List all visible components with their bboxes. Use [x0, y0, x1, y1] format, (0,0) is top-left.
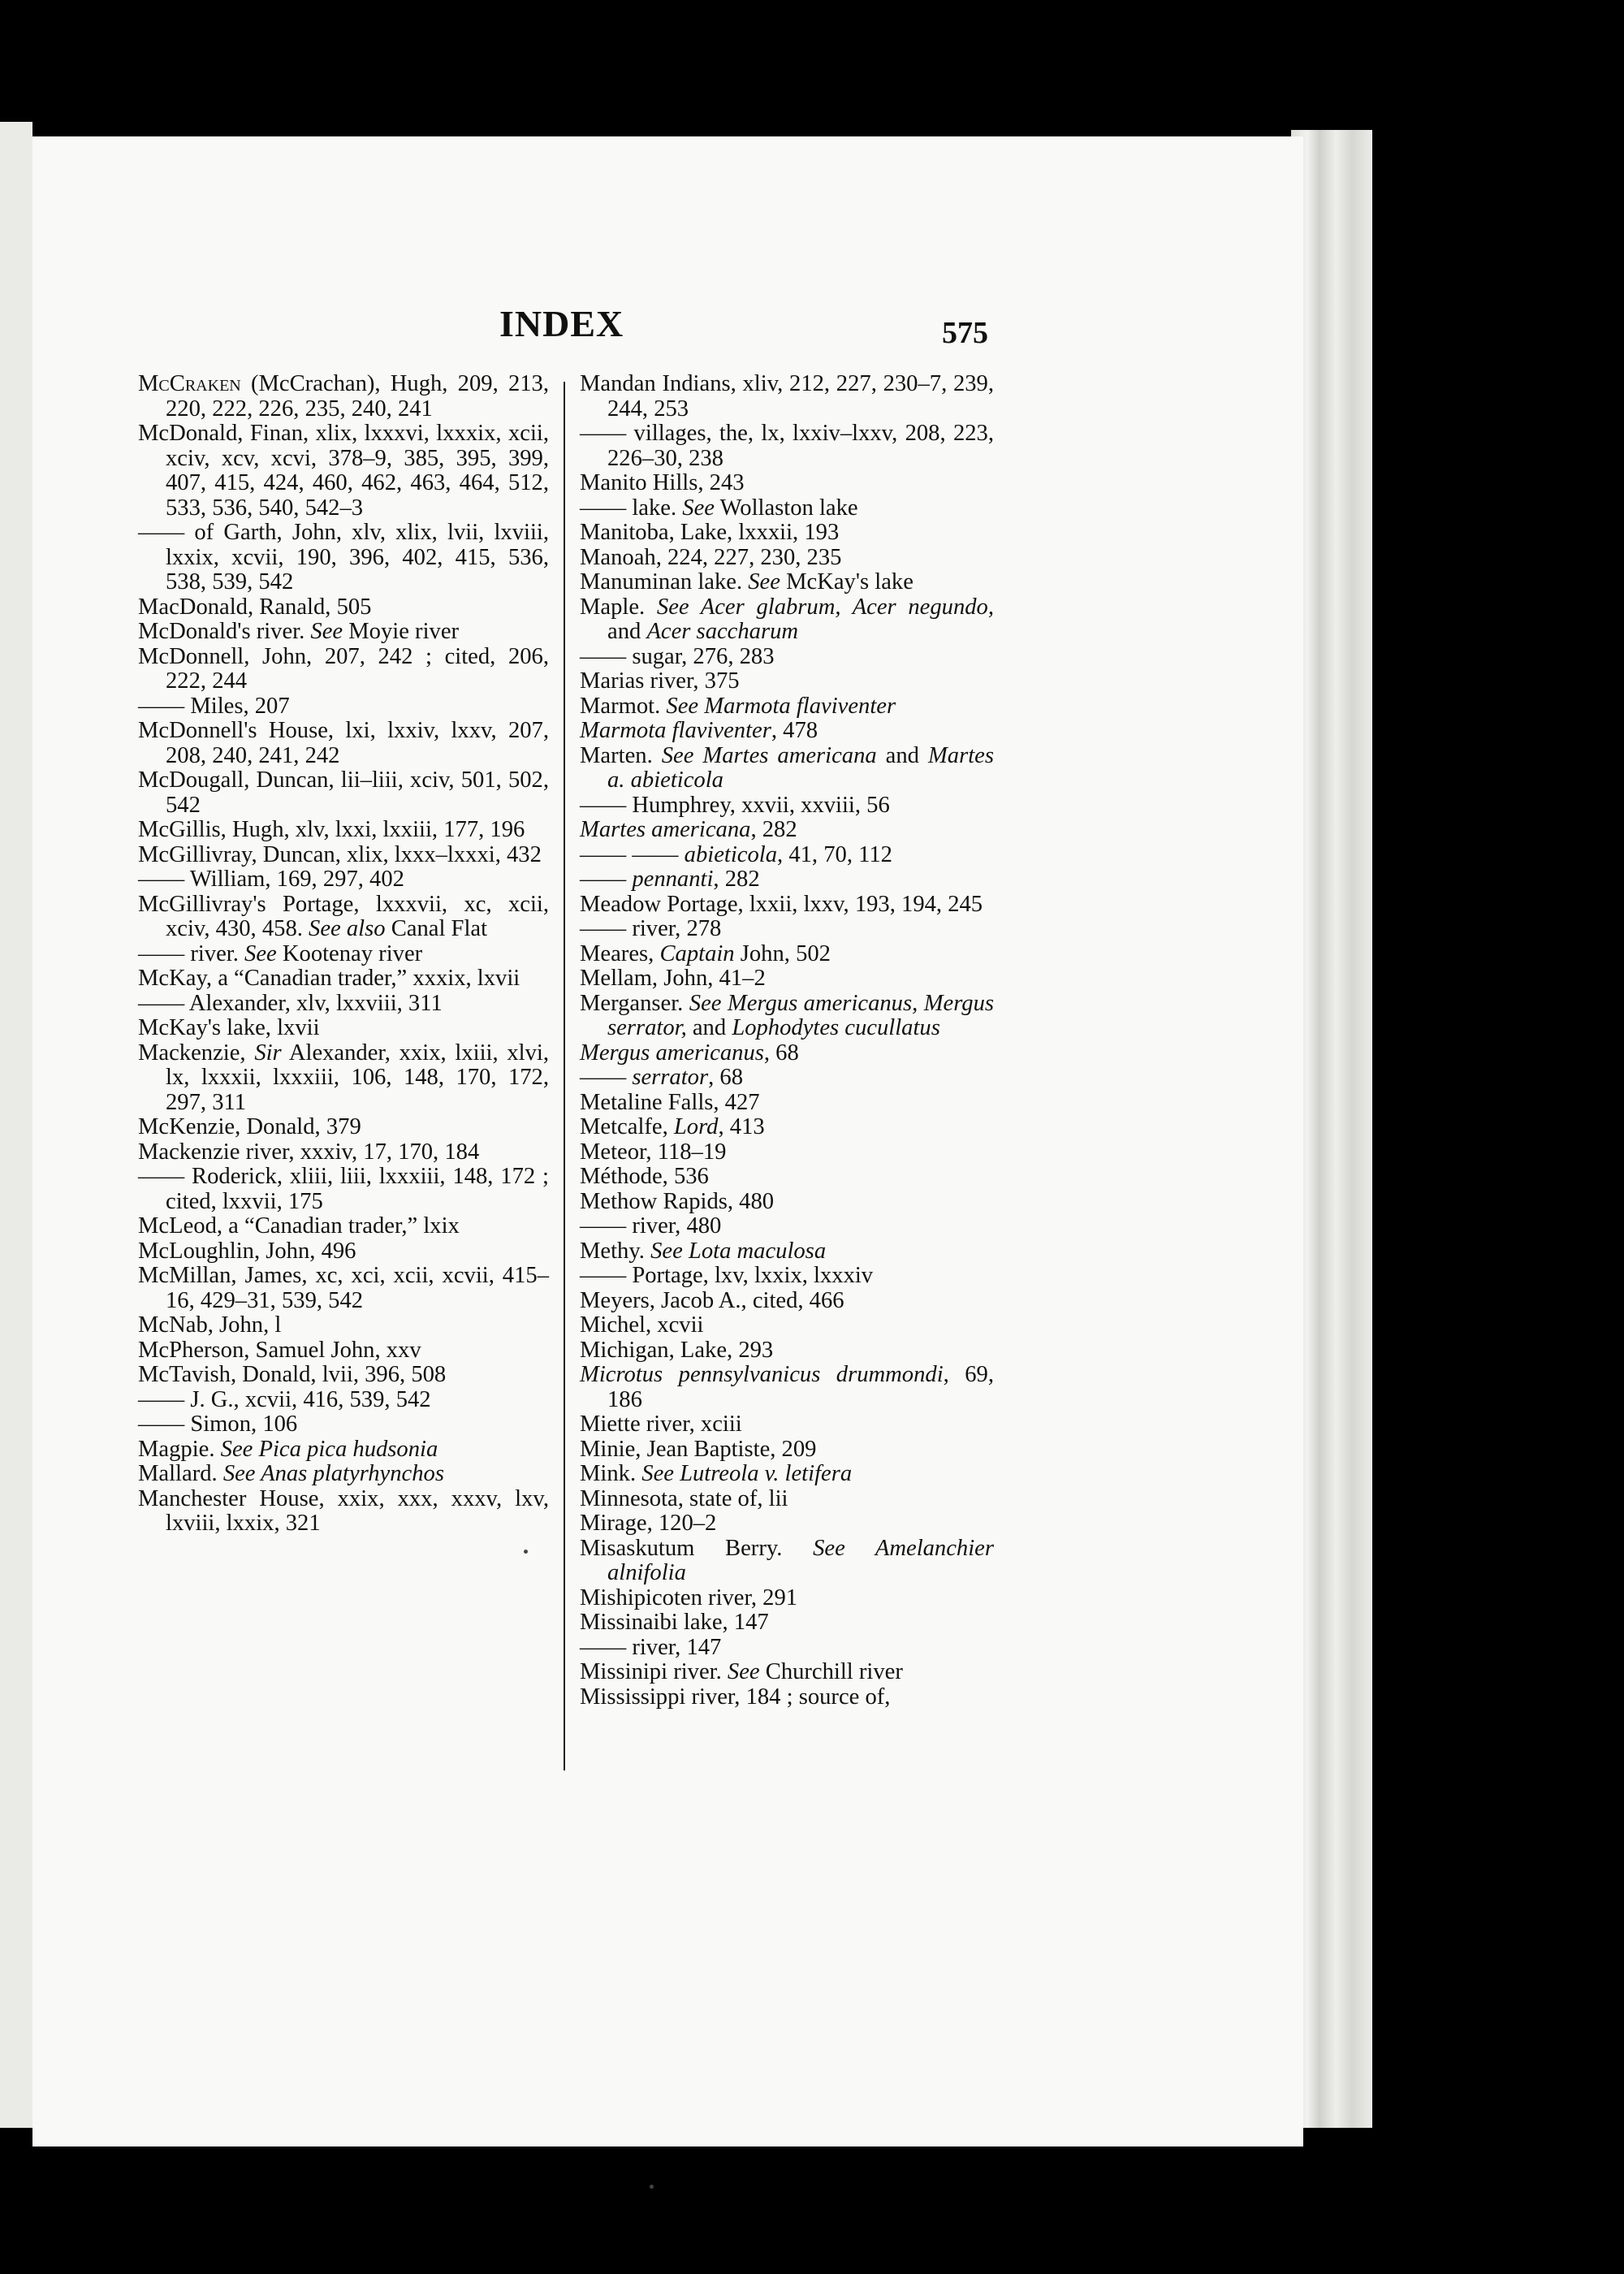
index-entry-text: —— river, 147	[580, 1634, 722, 1660]
index-entry	[580, 744, 994, 793]
index-entry-text: —— Miles, 207	[138, 693, 290, 719]
index-entry-text: Manchester House, xxix, xxx, xxxv, lxv, lxviii, lxxix, 321	[138, 1485, 549, 1536]
index-entry-text: Minie, Jean Baptiste, 209	[580, 1436, 817, 1462]
index-entry-text: Marmot.	[580, 693, 667, 719]
index-entry	[580, 570, 994, 595]
index-entry-text: —— river, 480	[580, 1213, 722, 1239]
index-entry-text: McCraken	[138, 371, 241, 396]
index-entry	[580, 793, 994, 819]
index-entry-text: Mishipicoten river, 291	[580, 1584, 798, 1610]
index-entry	[138, 867, 549, 893]
index-entry-text: McPherson, Samuel John, xxv	[138, 1337, 421, 1363]
index-entry-text: Marten.	[580, 742, 662, 768]
index-entry-text: Microtus pennsylvanicus drummondi	[580, 1362, 944, 1387]
index-entry-text: McDonnell's House, lxi, lxxiv, lxxv, 207, 208, 240, 241, 242	[138, 718, 549, 768]
index-entry-text: Merganser.	[580, 990, 689, 1016]
index-entry-text: Manoah, 224, 227, 230, 235	[580, 544, 842, 570]
index-entry-text: Moyie river	[343, 619, 460, 644]
index-entry-text: McDonnell, John, 207, 242 ; cited, 206, 222, 244	[138, 643, 549, 694]
index-entry-text: Methy.	[580, 1238, 651, 1264]
index-entry-text: —— Roderick, xliii, liii, lxxxiii, 148, 172 ; cited, lxxvii, 175	[138, 1164, 549, 1214]
index-entry-text: See	[310, 619, 343, 644]
index-entry-text: Miette river, xciii	[580, 1412, 742, 1437]
index-entry-text: Mink.	[580, 1461, 642, 1486]
index-entry	[138, 1363, 549, 1388]
index-entry	[138, 595, 549, 620]
index-entry-text: Manito Hills, 243	[580, 470, 745, 495]
index-entry-text: McTavish, Donald, lvii, 396, 508	[138, 1362, 447, 1387]
index-entry	[138, 1462, 549, 1487]
index-entry	[580, 1363, 994, 1412]
index-entry	[580, 1685, 994, 1710]
index-entry-text: McLoughlin, John, 496	[138, 1238, 356, 1264]
index-entry-text: Acer saccharum	[646, 619, 799, 644]
index-entry-text: McLeod, a “Canadian trader,” lxix	[138, 1213, 460, 1239]
index-entry-text: pennanti	[632, 867, 714, 892]
index-entry-text: —— lake.	[580, 495, 683, 521]
index-entry-text: and	[876, 742, 928, 768]
previous-page-edge	[0, 122, 32, 2128]
index-entry-text: See	[727, 1659, 760, 1684]
index-entry	[138, 1041, 549, 1116]
index-entry-text: abieticola	[684, 841, 778, 867]
index-entry-text: Mackenzie,	[138, 1040, 255, 1066]
index-entry	[138, 1115, 549, 1140]
dust-speck	[524, 1550, 528, 1554]
index-entry-text: McGillivray, Duncan, xlix, lxxx–lxxxi, 432	[138, 841, 542, 867]
index-entry	[138, 1140, 549, 1165]
index-entry	[580, 843, 994, 868]
index-entry-text: , 478	[771, 718, 818, 743]
index-entry	[580, 1165, 994, 1190]
index-entry-text: McKay, a “Canadian trader,” xxxix, lxvii	[138, 966, 520, 991]
index-entry-text: See Acer glabrum, Acer negundo,	[656, 594, 994, 620]
index-entry-text: Lord	[673, 1114, 719, 1139]
index-entry-text: Mellam, John, 41–2	[580, 966, 766, 991]
index-entry-text: Minnesota, state of, lii	[580, 1485, 788, 1511]
index-entry	[138, 1412, 549, 1437]
index-entry-text: See Marmota flaviventer	[666, 693, 896, 719]
index-entry	[580, 1190, 994, 1215]
index-entry	[580, 1610, 994, 1636]
index-entry-text: McGillis, Hugh, xlv, lxxi, lxxiii, 177, 196	[138, 817, 525, 842]
index-entry-text: See Mergus americanus, Mergus serrator,	[607, 990, 994, 1040]
index-entry	[580, 521, 994, 546]
index-entry	[580, 1214, 994, 1239]
index-entry-text: Missinaibi lake, 147	[580, 1610, 769, 1635]
index-entry	[138, 992, 549, 1017]
index-entry	[580, 1338, 994, 1364]
index-entry-text: , 69, 186	[607, 1362, 995, 1412]
index-entry-text: Metcalfe,	[580, 1114, 674, 1139]
index-entry	[138, 1487, 549, 1537]
index-entry-text: Wollaston lake	[714, 495, 858, 521]
index-entry	[138, 1437, 549, 1463]
index-entry	[138, 1239, 549, 1265]
index-entry-text: Mackenzie river, xxxiv, 17, 170, 184	[138, 1139, 480, 1165]
index-entry-text: MacDonald, Ranald, 505	[138, 594, 372, 620]
index-entry-text: Mergus americanus	[580, 1040, 764, 1066]
index-entry-text: See Anas platyrhynchos	[222, 1461, 444, 1486]
index-entry-text: —— Alexander, xlv, lxxviii, 311	[138, 990, 443, 1016]
index-entry-text: McGillivray's Portage, lxxxvii, xc, xcii, xciv, 430, 458.	[138, 891, 549, 941]
index-entry-text: —— river, 278	[580, 916, 722, 941]
index-entry-text: Churchill river	[759, 1659, 903, 1684]
index-entry-text: McDonald's river.	[138, 619, 311, 644]
page-stack-edges	[1291, 130, 1372, 2128]
index-entry-text: Meadow Portage, lxxii, lxxv, 193, 194, 245	[580, 891, 983, 917]
index-entry-text: —— ——	[580, 841, 685, 867]
dust-speck	[650, 2185, 654, 2189]
index-entry-text: Manuminan lake.	[580, 569, 749, 594]
index-entry	[138, 694, 549, 720]
index-entry	[580, 694, 994, 720]
page-title: INDEX	[499, 303, 624, 344]
index-entry-text: See Martes americana	[661, 742, 877, 768]
index-entry-text: —— Portage, lxv, lxxix, lxxxiv	[580, 1263, 874, 1288]
index-entry	[580, 1140, 994, 1165]
index-entry-text: See Pica pica hudsonia	[220, 1436, 438, 1462]
index-entry	[580, 645, 994, 670]
index-entry-text: Marmota flaviventer	[580, 718, 771, 743]
index-entry	[138, 719, 549, 768]
index-entry-text: Meteor, 118–19	[580, 1139, 727, 1165]
index-entry	[138, 1264, 549, 1313]
index-entry-text: —— Humphrey, xxvii, xxviii, 56	[580, 792, 890, 818]
index-entry-text: Misaskutum Berry.	[580, 1535, 814, 1561]
index-entry	[580, 1091, 994, 1116]
index-entry-text: ——	[580, 867, 633, 892]
index-entry-text: (McCrachan), Hugh, 209, 213, 220, 222, 226, 235, 240, 241	[166, 371, 549, 422]
index-entry-text: Lophodytes cucullatus	[732, 1015, 940, 1040]
index-entry-text: McDonald, Finan, xlix, lxxxvi, lxxxix, xcii, xciv, xcv, xcvi, 378–9, 385, 395, 399, 407, 415, 424, 460, 462, 463, 464, 512, 533, 536, 540, 542–3	[138, 421, 549, 521]
index-entry	[580, 966, 994, 992]
index-entry-text: , 282	[750, 817, 797, 842]
index-entry-text: , 68	[708, 1065, 743, 1090]
index-entry-text: Meyers, Jacob A., cited, 466	[580, 1287, 844, 1313]
index-entry	[580, 867, 994, 893]
index-entry-text: McKay's lake, lxvii	[138, 1015, 320, 1040]
index-entry	[580, 917, 994, 942]
index-entry	[580, 1239, 994, 1265]
index-entry	[580, 1511, 994, 1537]
index-entry-text: Sir	[254, 1040, 282, 1066]
index-entry-text: Canal Flat	[385, 916, 488, 941]
index-entry-text: McKay's lake	[780, 569, 914, 594]
index-entry-text: Mallard.	[138, 1461, 223, 1486]
index-entry-text: Marias river, 375	[580, 668, 740, 694]
index-entry	[580, 893, 994, 918]
index-entry	[580, 1487, 994, 1512]
index-entry-text: , 413	[718, 1114, 765, 1139]
index-entry-text: serrator	[632, 1065, 709, 1090]
index-entry-text: Méthode, 536	[580, 1164, 709, 1189]
index-entry-text: —— of Garth, John, xlv, xlix, lvii, lxviii, lxxix, xcvii, 190, 396, 402, 415, 536, 538, 539, 542	[138, 520, 549, 594]
index-entry-text: , 68	[763, 1040, 799, 1066]
index-entry	[580, 1636, 994, 1661]
index-entry	[580, 992, 994, 1041]
index-entry-text: Meares,	[580, 940, 660, 966]
index-entry	[580, 1537, 994, 1586]
page-number: 575	[942, 316, 988, 350]
index-entry	[138, 645, 549, 694]
index-entry-text: See Lota maculosa	[650, 1238, 827, 1264]
index-entry	[580, 595, 994, 645]
index-entry-text: Mandan Indians, xliv, 212, 227, 230–7, 239, 244, 253	[580, 371, 994, 422]
index-entry	[138, 942, 549, 967]
index-entry-text: Kootenay river	[276, 940, 423, 966]
index-entry	[580, 1437, 994, 1463]
index-entry	[580, 471, 994, 496]
index-entry-text: Martes a. abieticola	[607, 742, 994, 793]
index-entry	[138, 1313, 549, 1338]
index-entry	[580, 1289, 994, 1314]
index-entry-text: John, 502	[734, 940, 831, 966]
index-entry-text: —— William, 169, 297, 402	[138, 867, 404, 892]
index-entry-text: Magpie.	[138, 1436, 221, 1462]
index-entry-text: Captain	[659, 940, 735, 966]
index-entry-text: McMillan, James, xc, xci, xcii, xcvii, 415–16, 429–31, 539, 542	[138, 1263, 549, 1313]
index-entry-text: Missinipi river.	[580, 1659, 728, 1684]
index-entry	[580, 546, 994, 571]
index-entry	[580, 1313, 994, 1338]
index-entry-text: , 41, 70, 112	[777, 841, 892, 867]
right-index-column	[580, 372, 994, 1710]
index-entry	[580, 669, 994, 694]
index-entry-text: —— J. G., xcvii, 416, 539, 542	[138, 1386, 431, 1412]
index-entry-text: Metaline Falls, 427	[580, 1089, 760, 1115]
index-entry-text: See Amelanchier alnifolia	[607, 1535, 994, 1585]
index-entry	[580, 496, 994, 521]
index-entry-text: Maple.	[580, 594, 657, 620]
index-entry	[138, 521, 549, 595]
index-entry	[580, 1066, 994, 1091]
index-entry	[580, 719, 994, 744]
index-entry-text: See	[682, 495, 715, 521]
index-entry-text: Methow Rapids, 480	[580, 1188, 775, 1214]
index-entry-text: —— Simon, 106	[138, 1412, 298, 1437]
index-entry	[138, 1388, 549, 1413]
index-entry-text: McDougall, Duncan, lii–liii, xciv, 501, 502, 542	[138, 767, 549, 818]
index-entry	[138, 1165, 549, 1214]
index-entry-text: and	[607, 619, 647, 644]
index-entry	[138, 818, 549, 843]
index-entry	[580, 1115, 994, 1140]
left-index-column	[138, 372, 549, 1537]
index-entry-text: Mississippi river, 184 ; source of,	[580, 1684, 891, 1710]
index-entry-text: Alexander, xxix, lxiii, xlvi, lx, lxxxii, lxxxiii, 106, 148, 170, 172, 297, 311	[166, 1040, 549, 1115]
index-entry	[580, 1264, 994, 1289]
column-divider	[564, 382, 565, 1770]
index-entry	[580, 422, 994, 471]
index-entry	[138, 1338, 549, 1364]
index-entry	[138, 843, 549, 868]
index-entry-text: See	[748, 569, 780, 594]
index-entry-text: , 282	[713, 867, 760, 892]
index-entry-text: and	[686, 1015, 732, 1040]
index-entry-text: ——	[580, 1065, 633, 1090]
index-entry-text: Manitoba, Lake, lxxxii, 193	[580, 520, 840, 545]
index-entry	[138, 768, 549, 818]
index-entry	[580, 1041, 994, 1066]
index-entry-text: —— sugar, 276, 283	[580, 643, 775, 669]
index-entry-text: Mirage, 120–2	[580, 1511, 717, 1536]
index-entry-text: See also	[309, 916, 386, 941]
index-entry-text: Michigan, Lake, 293	[580, 1337, 774, 1363]
index-entry	[580, 1462, 994, 1487]
index-entry	[138, 893, 549, 942]
index-entry	[138, 1214, 549, 1239]
index-entry-text: —— villages, the, lx, lxxiv–lxxv, 208, 223, 226–30, 238	[580, 421, 994, 471]
index-entry-text: See Lutreola v. letifera	[641, 1461, 853, 1486]
index-entry	[138, 372, 549, 422]
index-entry	[138, 966, 549, 992]
index-entry-text: See	[244, 940, 277, 966]
index-entry-text: —— river.	[138, 940, 245, 966]
index-entry	[138, 422, 549, 521]
index-entry	[580, 1586, 994, 1611]
index-entry	[138, 1016, 549, 1041]
index-entry	[580, 372, 994, 422]
index-entry	[580, 942, 994, 967]
index-entry	[580, 1412, 994, 1437]
index-entry-text: McKenzie, Donald, 379	[138, 1114, 361, 1139]
index-entry	[580, 818, 994, 843]
index-entry-text: McNab, John, l	[138, 1312, 282, 1338]
index-entry	[138, 620, 549, 645]
index-entry-text: Martes americana	[580, 817, 751, 842]
index-entry	[580, 1660, 994, 1685]
index-entry-text: Michel, xcvii	[580, 1312, 704, 1338]
